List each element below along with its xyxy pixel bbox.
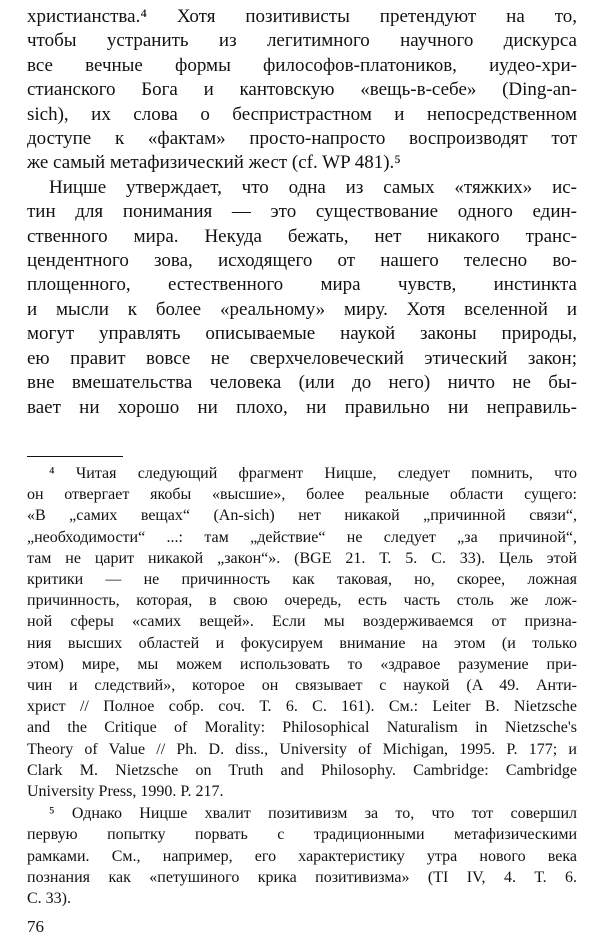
text-line: вает ни хорошо ни плохо, ни правильно ни неправиль- <box>27 396 577 418</box>
text-line: же самый метафизический жест (cf. WP 481).⁵ <box>27 152 401 174</box>
footnote-line: этом) мире, мы можем использовать то «здравое разумение при- <box>27 655 577 673</box>
text-line: могут управлять описываемые наукой законы природы, <box>27 323 577 345</box>
footnote-line: там не царит никакой „закон“». (BGE 21. Т. 5. С. 33). Цель этой <box>27 549 577 567</box>
text-line: и мысли к более «реальному» миру. Хотя вселенной и <box>27 298 577 320</box>
footnote-line: он отвергает якобы «высшие», более реальные области сущего: <box>27 486 577 504</box>
book-page <box>27 5 577 937</box>
text-line: цендентного зова, исходящего от нашего телесно во- <box>27 250 577 272</box>
footnote-line: критики — не причинность как таковая, но, скорее, ложная <box>27 570 577 588</box>
text-line: sich), их слова о беспристрастном и непосредственном <box>27 103 577 125</box>
text-line: стианского Бога и кантовскую «вещь-в-себе» (Ding-an- <box>27 79 577 101</box>
text-line: все вечные формы философов-платоников, иудео-хри- <box>27 54 577 76</box>
footnote-line: Theory of Value // Ph. D. diss., University of Michigan, 1995. P. 177; и <box>27 740 577 758</box>
footnote-line: ной сферы «самих вещей». Если мы воздерживаемся от призна- <box>27 613 577 631</box>
footnote-line: and the Critique of Morality: Philosophical Naturalism in Nietzsche's <box>27 719 577 737</box>
footnote-line: ⁵ Однако Ницше хвалит позитивизм за то, что тот совершил <box>49 805 577 823</box>
footnote-separator <box>27 456 123 457</box>
text-line: ею правит вовсе не сверхчеловеческий этический закон; <box>27 347 577 369</box>
footnote-line: причинность, которая, в свою очередь, есть часть столь же лож- <box>27 592 577 610</box>
text-line: тин для понимания — это существование одного един- <box>27 201 577 223</box>
text-line: вне вмешательства человека (или до него) ничто не бы- <box>27 372 577 394</box>
main-text <box>27 5 577 420</box>
text-line: доступе к «фактам» просто-напросто воспроизводят тот <box>27 128 577 150</box>
footnote-line: христ // Полное собр. соч. Т. 6. С. 161). См.: Leiter B. Nietzsche <box>27 698 577 716</box>
footnotes <box>27 463 577 909</box>
page-number: 76 <box>27 917 44 937</box>
text-line: чтобы устранить из легитимного научного дискурса <box>27 30 577 52</box>
text-line: христианства.⁴ Хотя позитивисты претендуют на то, <box>27 6 577 27</box>
footnote-line: ния высших областей и фокусируем внимание на этом (и только <box>27 634 577 652</box>
footnote-line: рамками. См., например, его характеристику утра нового века <box>27 847 577 865</box>
footnote-line: Clark M. Nietzsche on Truth and Philosophy. Cambridge: Cambridge <box>27 761 577 779</box>
footnote-line: University Press, 1990. P. 217. <box>27 782 224 800</box>
footnote-line: „необходимости“ ...: там „действие“ не следует „за причиной“, <box>27 528 577 546</box>
text-line: ственного мира. Некуда бежать, нет никакого транс- <box>27 225 577 247</box>
footnote-line: первую попытку порвать с традиционными метафизическими <box>27 826 577 844</box>
footnote-line: чин и следствий», которое он связывает с наукой (A 49. Анти- <box>27 676 577 694</box>
footnote-line: С. 33). <box>27 889 71 907</box>
text-line: Ницше утверждает, что одна из самых «тяжких» ис- <box>49 176 577 198</box>
text-line: площенного, естественного мира чувств, инстинкта <box>27 274 577 296</box>
footnote-line: ⁴ Читая следующий фрагмент Ницше, следует помнить, что <box>49 464 577 482</box>
footnote-line: «В „самих вещах“ (An-sich) нет никакой „причинной связи“, <box>27 507 577 525</box>
footnote-line: познания как «петушиного крика позитивизма» (TI IV, 4. Т. 6. <box>27 868 577 886</box>
